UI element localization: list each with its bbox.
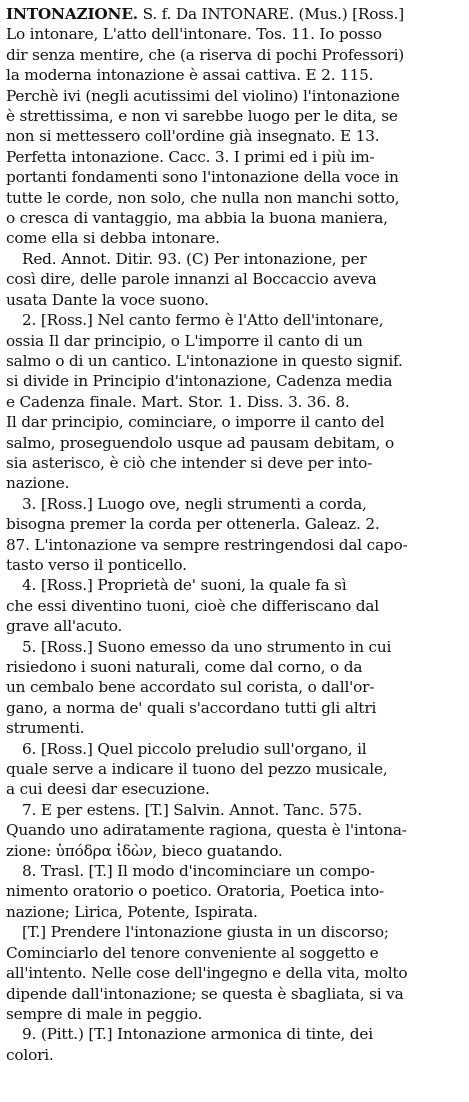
text-line: o cresca di vantaggio, ma abbia la buona maniera, xyxy=(6,209,388,228)
text-line: 8. Trasl. [T.] Il modo d'incominciare un compo- xyxy=(22,862,375,881)
text-line: sia asterisco, è ciò che intender si deve per into- xyxy=(6,453,373,472)
text-line: risiedono i suoni naturali, come dal corno, o da xyxy=(6,658,363,676)
text-line: 2. [Ross.] Nel canto fermo è l'Atto dell'intonare, xyxy=(22,311,384,330)
text-line: dipende dall'intonazione; se questa è sbagliata, si va xyxy=(6,984,404,1003)
headword: INTONAZIONE. xyxy=(6,5,138,23)
text-line: è strettissima, e non vi sarebbe luogo per le dita, se xyxy=(6,107,398,126)
entry-paragraph xyxy=(6,575,464,636)
text-line: Il dar principio, cominciare, o imporre il canto del xyxy=(6,413,385,432)
text-line: che essi diventino tuoni, cioè che differiscano dal xyxy=(6,596,379,615)
text-line: sempre di male in peggio. xyxy=(6,1004,203,1023)
text-line: usata Dante la voce suono. xyxy=(6,290,209,309)
text-line: si divide in Principio d'intonazione, Cadenza media xyxy=(6,372,393,391)
entry-paragraph xyxy=(6,4,464,249)
text-line: nazione; Lirica, Potente, Ispirata. xyxy=(6,902,258,921)
text-line: 9. (Pitt.) [T.] Intonazione armonica di tinte, dei xyxy=(22,1025,373,1044)
text-line: a cui deesi dar esecuzione. xyxy=(6,780,210,799)
text-line: Lo intonare, L'atto dell'intonare. Tos. 11. Io posso xyxy=(6,25,382,44)
text-line: all'intento. Nelle cose dell'ingegno e della vita, molto xyxy=(6,964,408,983)
text-line: ossia Il dar principio, o L'imporre il canto di un xyxy=(6,331,363,350)
entry-paragraph xyxy=(6,739,464,800)
text-line: Quando uno adiratamente ragiona, questa è l'intona- xyxy=(6,821,407,840)
text-line: 4. [Ross.] Proprietà de' suoni, la quale fa sì xyxy=(22,576,347,595)
text-line: colori. xyxy=(6,1045,54,1064)
text-line: 3. [Ross.] Luogo ove, negli strumenti a corda, xyxy=(22,494,367,513)
text-line: Perfetta intonazione. Cacc. 3. I primi ed i più im- xyxy=(6,147,375,166)
text-line: Cominciarlo del tenore conveniente al soggetto e xyxy=(6,943,379,962)
text-line: così dire, delle parole innanzi al Boccaccio aveva xyxy=(6,270,377,289)
entry-paragraph xyxy=(6,310,464,494)
entry-paragraph xyxy=(6,861,464,922)
text-line: tasto verso il ponticello. xyxy=(6,555,187,574)
text-line: come ella si debba intonare. xyxy=(6,229,220,248)
entry-paragraph xyxy=(6,1024,464,1065)
text-line: nimento oratorio o poetico. Oratoria, Poetica into- xyxy=(6,882,385,901)
entry-paragraph xyxy=(6,494,464,576)
text-line: grave all'acuto. xyxy=(6,617,123,636)
text-line: quale serve a indicare il tuono del pezzo musicale, xyxy=(6,760,388,779)
text-line: bisogna premer la corda per ottenerla. Galeaz. 2. xyxy=(6,515,380,534)
entry-paragraph xyxy=(6,249,464,310)
text-line: salmo o di un cantico. L'intonazione in questo signif. xyxy=(6,351,403,370)
text-line: INTONAZIONE. S. f. Da INTONARE. (Mus.) [Ross.] xyxy=(6,5,404,23)
text-line: 87. L'intonazione va sempre restringendosi dal capo- xyxy=(6,535,408,554)
text-line: 5. [Ross.] Suono emesso da uno strumento in cui xyxy=(22,637,392,656)
text-line: la moderna intonazione è assai cattiva. E 2. 115. xyxy=(6,66,374,85)
entry-paragraph xyxy=(6,800,464,861)
text-line: 7. E per estens. [T.] Salvin. Annot. Tanc. 575. xyxy=(22,800,363,819)
text-line: nazione. xyxy=(6,474,70,493)
text-line: dir senza mentire, che (a riserva di pochi Professori) xyxy=(6,45,405,64)
text-line: gano, a norma de' quali s'accordano tutti gli altri xyxy=(6,698,377,717)
text-line: un cembalo bene accordato sul corista, o dall'or- xyxy=(6,678,375,697)
text-line: Perchè ivi (negli acutissimi del violino) l'intonazione xyxy=(6,86,400,105)
text-line: e Cadenza finale. Mart. Stor. 1. Diss. 3. 36. 8. xyxy=(6,392,350,411)
text-line: tutte le corde, non solo, che nulla non manchi sotto, xyxy=(6,188,400,207)
text-line: [T.] Prendere l'intonazione giusta in un discorso; xyxy=(22,923,389,942)
text-line: zione: ὑπόδρα ἰδὼν, bieco guatando. xyxy=(6,841,283,860)
text-line: portanti fondamenti sono l'intonazione della voce in xyxy=(6,168,399,187)
text-line: strumenti. xyxy=(6,719,85,738)
text-line: 6. [Ross.] Quel piccolo preludio sull'organo, il xyxy=(22,739,367,758)
dictionary-entry xyxy=(6,4,464,1065)
entry-paragraph xyxy=(6,922,464,1024)
entry-paragraph xyxy=(6,637,464,739)
text-line: Red. Annot. Ditir. 93. (C) Per intonazione, per xyxy=(22,249,367,268)
text-line: salmo, proseguendolo usque ad pausam debitam, o xyxy=(6,433,395,452)
text-line: non si mettessero coll'ordine già insegnato. E 13. xyxy=(6,127,380,146)
